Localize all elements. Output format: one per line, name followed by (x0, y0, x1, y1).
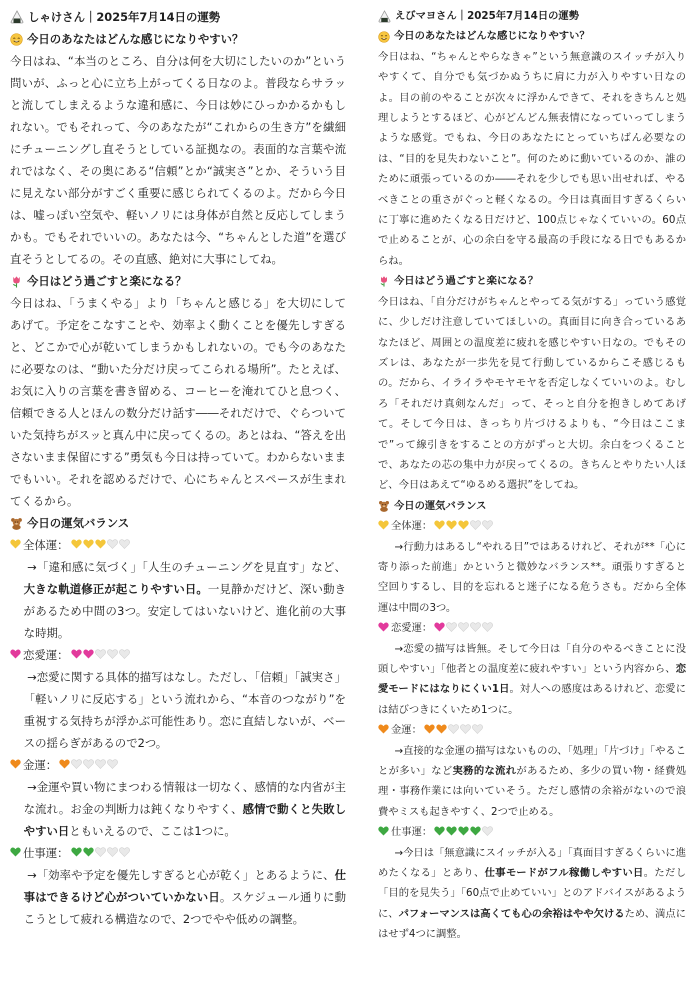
luck-label: 恋愛運： (23, 648, 69, 662)
left-column (10, 6, 346, 930)
right-work-desc (378, 843, 686, 945)
left-love-luck (10, 644, 346, 666)
right-q2-heading (378, 271, 686, 291)
empty-heart-icon (95, 649, 106, 662)
left-q2-text: 今日はどう過ごすと楽になる？ (27, 274, 187, 288)
yellow-heart-icon (434, 520, 445, 533)
right-q2-text: 今日はどう過ごすと楽になる？ (394, 275, 539, 288)
desc-text: →「違和感に気づく」「人生のチューニングを見直す」など、 (27, 560, 346, 574)
heart-rating (10, 649, 21, 662)
empty-heart-icon (470, 520, 481, 533)
yellow-heart-icon (458, 520, 469, 533)
desc-bold: 実務的な流れ (452, 765, 517, 778)
empty-heart-icon (107, 759, 118, 772)
empty-heart-icon (119, 649, 130, 662)
right-q1-heading (378, 26, 686, 46)
luck-label: 金運： (391, 724, 422, 737)
empty-heart-icon (470, 622, 481, 635)
desc-text: 一見静かだけど、深い動きがあるため中間の3つ。安定してはいないけど、進化前の大事な時期。 (23, 582, 346, 640)
right-overall-desc (378, 537, 686, 619)
teddy-bear-icon (378, 500, 390, 512)
desc-text: →恋愛に関する具体的描写はなし。ただし、「信頼」「誠実さ」「軽いノリに反応する」という流れから、“本音のつながり”を重視する気持ちが浮かぶ可能性あり。恋に直結しないが、ベースの揺らぎがあるので2つ。 (23, 670, 346, 750)
left-paragraph-1: 今日はね、“本当のところ、自分は何を大切にしたいのか”という問いが、ふっと心に立ち上がってくる日なのよ。普段ならサラッと流してしまえるような違和感に、今日は妙にひっかかるかもしれない。でもそれって、今のあなたが“これからの生き方”を繊細にチューニングし直そうとしている証拠なの。表面的な言葉や流れではなく、その奥にある“信頼”とか“誠実さ”とか、そういう目に見えない部分がすごく重要に感じられてくるのよ。だから今日は、嘘っぽい空気や、軽いノリには身体が自然と反応してしまうかも。でもそれでいいの。あなたは今、“ちゃんとした道”を選び直そうとしてるの。その直感、絶対に大事にしてね。 (10, 54, 346, 266)
luck-label: 全体運： (391, 520, 433, 533)
luck-label: 恋愛運： (391, 622, 433, 635)
heart-rating (378, 520, 389, 533)
empty-heart-icon (107, 847, 118, 860)
empty-heart-icon (482, 622, 493, 635)
desc-bold: 大きな軌道修正が起こりやすい日。 (23, 582, 208, 596)
right-header-text: えびマヨさん｜2025年7月14日の運勢 (395, 10, 580, 22)
empty-heart-icon (83, 759, 94, 772)
right-header (378, 6, 686, 26)
right-paragraph-2: 今日はね、「自分だけがちゃんとやってる気がする」っていう感覚に、少しだけ注意していてほしいの。真面目に向き合っているあなたほど、周囲との温度差に疲れを感じやすい日なの。でもそのズレは、あなたが一歩先を見て行動しているからこそ感じるもの。だから、イライラやモヤモヤを否定しなくていいのよ。むしろ「それだけ真剣なんだ」って、そっと自分を抱きしめてあげて。そして今日は、きっちり片づけるよりも、“今日はここまで”って線引きをすることの方がずっと大切。余白をつくることで、あなたの芯の集中力が戻ってくるの。きちんとやりたい人ほど、今日はあえて“ゆるめる選択”をしてね。 (378, 295, 686, 492)
green-heart-icon (378, 826, 389, 839)
left-money-desc (10, 776, 346, 842)
heart-rating (378, 826, 389, 839)
green-heart-icon (434, 826, 445, 839)
heart-rating-row (71, 649, 130, 662)
orange-heart-icon (10, 759, 21, 772)
yellow-heart-icon (378, 520, 389, 533)
left-q1-heading (10, 28, 346, 50)
desc-text: 。ただし「目的を見失う」「60点で止めていい」とのアドバイスがあるように、 (378, 867, 687, 920)
luck-label: 仕事運： (23, 846, 69, 860)
pink-heart-icon (83, 649, 94, 662)
orange-heart-icon (436, 724, 447, 737)
empty-heart-icon (482, 520, 493, 533)
luck-label: 金運： (23, 758, 58, 772)
right-love-desc (378, 639, 686, 721)
right-love-luck (378, 618, 686, 638)
onigiri-icon (378, 10, 391, 23)
right-paragraph-1: 今日はね、“ちゃんとやらなきゃ”という無意識のスイッチが入りやすくて、自分でも気づかぬうちに肩に力が入りやすい日なのよ。目の前のやることが次々に浮かんできて、それをきちんと処理しようとするほど、心がどんどん無表情になっていってしまうような感覚。でもね、今日のあなたにとっていちばん必要なのは、“目的を見失わないこと”。何のために動いているのか、誰のために頑張っているのか――それを少しでも思い出せれば、やるべきことの重さがぐっと軽くなるの。今日は真面目すぎるくらいに丁寧に進めたくなる日だけど、100点じゃなくていいの。60点で止めることが、心の余白を守る最高の手段になる日でもあるからね。 (378, 50, 686, 267)
green-heart-icon (10, 847, 21, 860)
desc-bold: 仕事はできるけど心がついていかない日 (23, 868, 346, 904)
left-money-luck (10, 754, 346, 776)
tulip-icon (10, 275, 23, 288)
left-balance-heading (10, 512, 346, 534)
empty-heart-icon (71, 759, 82, 772)
desc-text: 。スケジュール通りに動こうとして疲れる構造なので、2つでやや低めの調整。 (23, 890, 346, 926)
left-work-desc (10, 864, 346, 930)
pink-heart-icon (71, 649, 82, 662)
orange-heart-icon (424, 724, 435, 737)
desc-text: →恋愛の描写は皆無。そして今日は「自分のやるべきことに没頭しやすい」「他者との温度差に疲れやすい」という内容から、 (378, 642, 686, 675)
desc-bold: 感情で動くと失敗しやすい日 (23, 802, 346, 838)
heart-rating-row (434, 520, 493, 533)
empty-heart-icon (107, 649, 118, 662)
desc-text: があるため、多少の買い物・経費処理・事務作業には向いていそう。ただし感情の余裕がないので浪費やミスも起きやすく、2つで止める。 (378, 765, 687, 818)
yellow-heart-icon (95, 539, 106, 552)
heart-rating (10, 539, 21, 552)
desc-text: →今日は「無意識にスイッチが入る」「真面目すぎるくらいに進めたくなる」とあり、 (378, 846, 686, 880)
onigiri-icon (10, 10, 24, 24)
heart-rating-row (59, 759, 118, 772)
desc-bold: パフォーマンスは高くても心の余裕はやや欠ける (398, 907, 625, 920)
right-money-luck (378, 720, 686, 740)
left-header (10, 6, 346, 28)
left-work-luck (10, 842, 346, 864)
desc-text: ため、満点にはせず4つに調整。 (378, 907, 687, 941)
desc-bold: 仕事モードがフル稼働しやすい日 (484, 867, 644, 880)
heart-rating-row (71, 539, 130, 552)
right-balance-heading (378, 496, 686, 516)
left-q2-heading (10, 270, 346, 292)
heart-rating-row (434, 826, 493, 839)
green-heart-icon (71, 847, 82, 860)
heart-rating-row (434, 622, 493, 635)
empty-heart-icon (119, 539, 130, 552)
heart-rating (378, 724, 389, 737)
green-heart-icon (446, 826, 457, 839)
heart-rating-row (424, 724, 483, 737)
luck-label: 仕事運： (391, 826, 433, 839)
pink-heart-icon (378, 622, 389, 635)
empty-heart-icon (472, 724, 483, 737)
right-q1-text: 今日のあなたはどんな感じになりやすい？ (394, 30, 590, 43)
left-paragraph-2: 今日はね、「うまくやる」より「ちゃんと感じる」を大切にしてあげて。予定をこなすことや、効率よく動くことを優先しすぎると、どこかで心が乾いてしまうかもしれないの。でも今のあなたに必要なのは、“動いた分だけ戻ってこられる場所”。たとえば、お気に入りの言葉を書き留める、コーヒーを淹れてひと息つく、信頼できる人とほんの数分だけ話す――それだけで、ぐらついていた気持ちがスッと真ん中に戻ってくるの。あとはね、“答えを出さないまま保留にする”勇気も今日は持っていて。わからないままでもいい。それを認めるだけで、心にちゃんとスペースが生まれてくるから。 (10, 296, 347, 508)
right-column (378, 6, 686, 945)
desc-text: ともいえるので、ここは1つに。 (69, 824, 236, 838)
smile-face-icon (378, 31, 390, 43)
desc-bold: 恋愛モードにはなりにくい1日 (378, 663, 686, 696)
pink-heart-icon (10, 649, 21, 662)
empty-heart-icon (95, 759, 106, 772)
green-heart-icon (83, 847, 94, 860)
right-work-luck (378, 822, 686, 842)
empty-heart-icon (460, 724, 471, 737)
desc-text: →行動力はあるし“やれる日”ではあるけれど、それが**「心に寄り添った前進」かというと微妙なバランス**。頑張りすぎると空回りするし、目的を忘れると迷子になる危うさも。だから全体運は中間の3つ。 (378, 540, 686, 614)
empty-heart-icon (119, 847, 130, 860)
heart-rating (378, 622, 389, 635)
desc-text: →「効率や予定を優先しすぎると心が乾く」とあるように、 (27, 868, 335, 882)
left-header-text: しゃけさん｜2025年7月14日の運勢 (28, 10, 221, 24)
right-overall-luck (378, 516, 686, 536)
orange-heart-icon (59, 759, 70, 772)
luck-label: 全体運： (23, 538, 69, 552)
right-money-desc (378, 741, 686, 823)
left-overall-desc (10, 556, 346, 644)
empty-heart-icon (446, 622, 457, 635)
heart-rating (10, 759, 21, 772)
smile-face-icon (10, 33, 23, 46)
right-balance-text: 今日の運気バランス (394, 499, 487, 512)
green-heart-icon (458, 826, 469, 839)
left-overall-luck (10, 534, 346, 556)
left-balance-text: 今日の運気バランス (27, 516, 130, 530)
desc-text: →金運や買い物にまつわる情報は一切なく、感情的な内省が主な流れ。お金の判断力は鈍くなりやすく、 (23, 780, 346, 816)
left-q1-text: 今日のあなたはどんな感じになりやすい？ (27, 32, 244, 46)
heart-rating (10, 847, 21, 860)
teddy-bear-icon (10, 517, 23, 530)
green-heart-icon (470, 826, 481, 839)
empty-heart-icon (107, 539, 118, 552)
tulip-icon (378, 275, 390, 287)
yellow-heart-icon (83, 539, 94, 552)
empty-heart-icon (448, 724, 459, 737)
desc-text: →直接的な金運の描写はないものの、「処理」「片づけ」「やることが多い」など (378, 744, 686, 778)
empty-heart-icon (95, 847, 106, 860)
pink-heart-icon (434, 622, 445, 635)
left-love-desc (10, 666, 346, 754)
empty-heart-icon (482, 826, 493, 839)
heart-rating-row (71, 847, 130, 860)
yellow-heart-icon (71, 539, 82, 552)
yellow-heart-icon (10, 539, 21, 552)
yellow-heart-icon (446, 520, 457, 533)
empty-heart-icon (458, 622, 469, 635)
desc-text: 。対人への感度はあるけれど、恋愛には結びつきにくいため1つに。 (378, 683, 686, 716)
orange-heart-icon (378, 724, 389, 737)
